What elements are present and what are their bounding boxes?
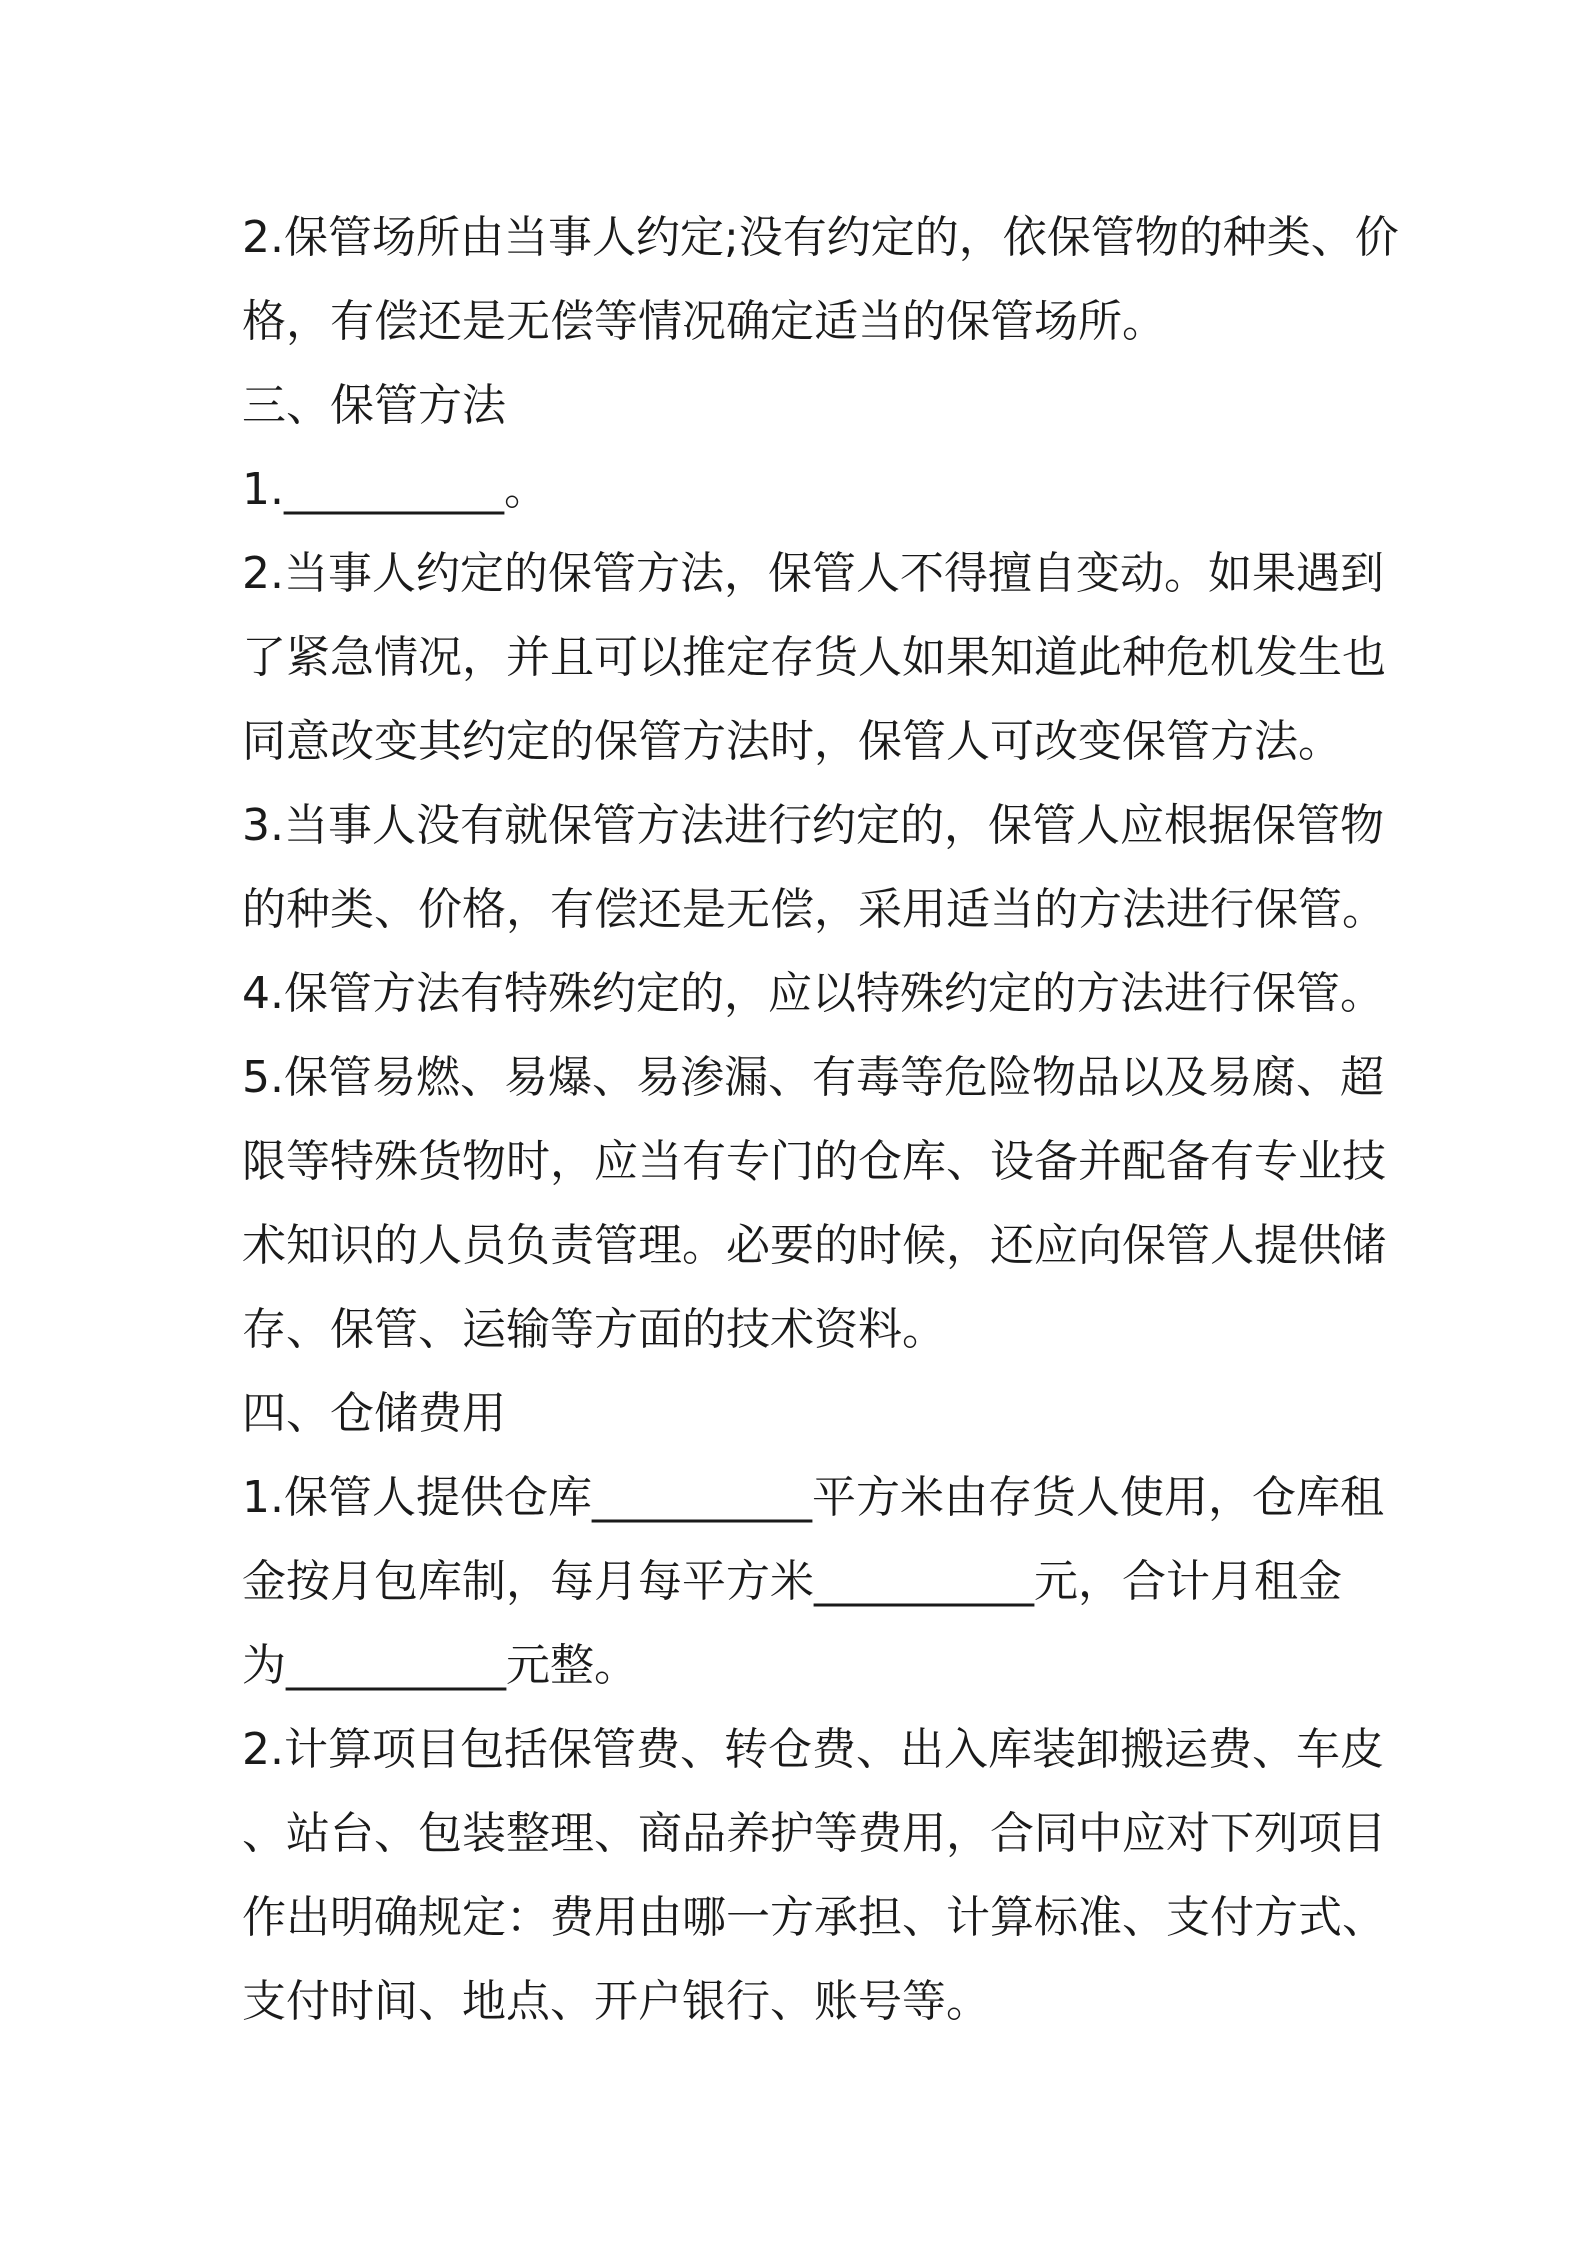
text-line: 为__________元整。 [242, 1640, 638, 1691]
text-line: 格，有偿还是无偿等情况确定适当的保管场所。 [242, 296, 1166, 347]
document-body [242, 196, 1399, 2044]
text-line: 、站台、包装整理、商品养护等费用，合同中应对下列项目 [242, 1808, 1386, 1859]
text-line: 1.__________。 [242, 464, 548, 515]
text-line: 限等特殊货物时，应当有专门的仓库、设备并配备有专业技 [242, 1136, 1386, 1187]
text-line: 同意改变其约定的保管方法时，保管人可改变保管方法。 [242, 716, 1342, 767]
text-line: 存、保管、运输等方面的技术资料。 [242, 1304, 946, 1355]
text-line: 金按月包库制，每月每平方米__________元，合计月租金 [242, 1556, 1342, 1607]
text-line: 作出明确规定：费用由哪一方承担、计算标准、支付方式、 [242, 1892, 1386, 1943]
text-line: 术知识的人员负责管理。必要的时候，还应向保管人提供储 [242, 1220, 1386, 1271]
text-line: 5.保管易燃、易爆、易渗漏、有毒等危险物品以及易腐、超 [242, 1052, 1384, 1103]
section-heading: 三、保管方法 [242, 380, 506, 431]
text-line: 2.计算项目包括保管费、转仓费、出入库装卸搬运费、车皮 [242, 1724, 1384, 1775]
text-line: 2.保管场所由当事人约定;没有约定的，依保管物的种类、价 [242, 212, 1399, 263]
text-line: 支付时间、地点、开户银行、账号等。 [242, 1976, 990, 2027]
text-line: 4.保管方法有特殊约定的，应以特殊约定的方法进行保管。 [242, 968, 1384, 1019]
text-line: 的种类、价格，有偿还是无偿，采用适当的方法进行保管。 [242, 884, 1386, 935]
text-line: 1.保管人提供仓库__________平方米由存货人使用，仓库租 [242, 1472, 1384, 1523]
text-line: 2.当事人约定的保管方法，保管人不得擅自变动。如果遇到 [242, 548, 1384, 599]
section-heading: 四、仓储费用 [242, 1388, 506, 1439]
text-line: 了紧急情况，并且可以推定存货人如果知道此种危机发生也 [242, 632, 1386, 683]
text-line: 3.当事人没有就保管方法进行约定的，保管人应根据保管物 [242, 800, 1384, 851]
